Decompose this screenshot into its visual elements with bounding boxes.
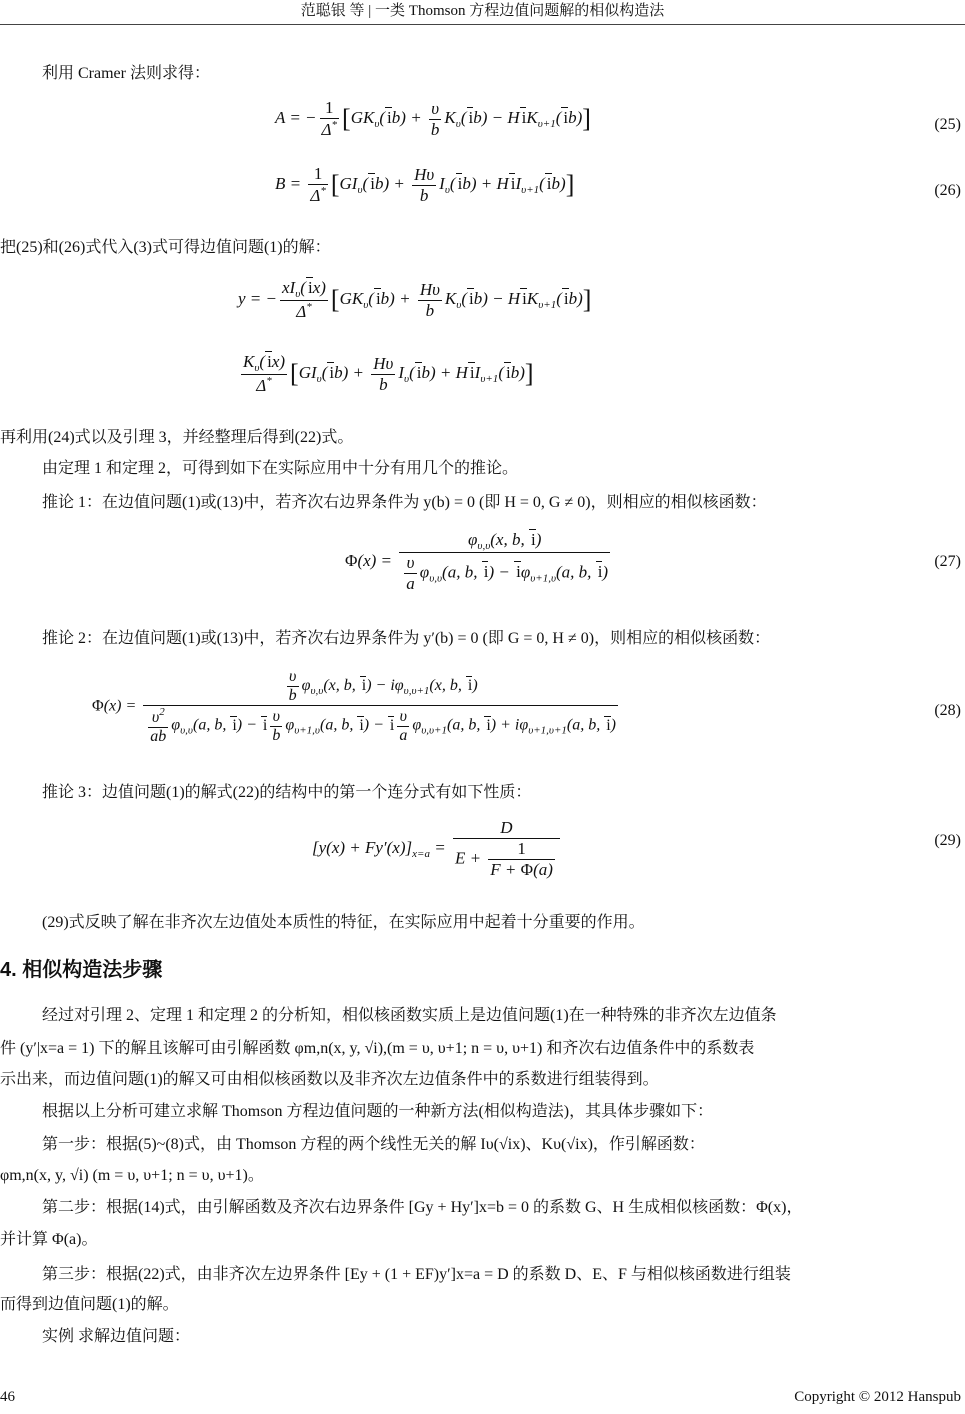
section-title: 相似构造法步骤 (22, 959, 163, 981)
page-number: 46 (0, 1389, 15, 1405)
section-heading (0, 956, 162, 984)
paragraph-theorems: 由定理 1 和定理 2，可得到如下在实际应用中十分有用几个的推论。 (42, 460, 519, 477)
paragraph-example: 实例 求解边值问题： (42, 1328, 191, 1345)
running-header: 范聪银 等 | 一类 Thomson 方程边值问题解的相似构造法 (300, 3, 665, 19)
paragraph-method: 根据以上分析可建立求解 Thomson 方程边值问题的一种新方法(相似构造法)，其具体步骤如下： (42, 1103, 714, 1120)
equation-25: A = − $\frac{1}{\Delta^*}$ [$GK_\upsilon$( ib) + $\frac{\upsilon}{b}$ $K_\upsilon$( ib) − H $iK_{\upsilon+1}$( ib)] (275, 98, 591, 139)
paragraph-eq29-note: (29)式反映了解在非齐次左边值处本质性的特征，在实际应用中起着十分重要的作用。 (42, 914, 645, 931)
equation-number-29: (29) (934, 832, 961, 849)
equation-number-26: (26) (934, 182, 961, 199)
paragraph-substitute: 把(25)和(26)式代入(3)式可得边值问题(1)的解： (0, 239, 331, 256)
equation-number-28: (28) (934, 702, 961, 719)
step-3-line-2: 而得到边值问题(1)的解。 (0, 1296, 179, 1313)
section-body-line-3: 示出来，而边值问题(1)的解又可由相似核函数以及非齐次左边值条件中的系数进行组装得到。 (0, 1071, 659, 1088)
solution-line-1: y = − $\frac{xI_\upsilon( ix)}{\Delta^*}$ [$GK_\upsilon$( ib) + $\frac{H\upsilon}{b}$ $K_\upsilon$( ib) − H $iK_{\upsilon+1}$( ib)] (238, 278, 592, 321)
header-rule (0, 24, 965, 25)
equation-number-27: (27) (934, 553, 961, 570)
step-2-line-1: 第二步：根据(14)式，由引解函数及齐次右边界条件 [Gy + Hy′]x=b = 0 的系数 G、H 生成相似核函数：Φ(x)， (42, 1199, 803, 1216)
step-3-line-1: 第三步：根据(22)式，由非齐次左边界条件 [Ey + (1 + EF)y′]x=a = D 的系数 D、E、F 与相似核函数进行组装 (42, 1266, 791, 1283)
paragraph-reuse: 再利用(24)式以及引理 3，并经整理后得到(22)式。 (0, 429, 354, 446)
equation-28: Φ(x) = $\frac{\upsilon}{b}$ $\varphi_{\upsilon,\upsilon}(x$, b, $i) - i\varphi_{\upsilon,\upsilon+1}(x$, b, i) $\frac{\upsilon^2}{ab}$ $\varphi_{\upsilon,\upsilon}(a$, b, i) − i $\frac{\upsilon}{b}$ $\varphi_{\upsilon+1,\upsilon}(a$, b, i) − i $\frac{\upsilon}{a}$ $\varphi_{\upsilon,\upsilon+1}(a$, b, $i) + i\varphi_{\upsilon+1,\upsilon+1}(a$, b, i) (92, 668, 616, 745)
corollary-1: 推论 1：在边值问题(1)或(13)中，若齐次右边界条件为 y(b) = 0 (即 H = 0, G ≠ 0)，则相应的相似核函数： (42, 494, 767, 511)
section-number: 4. (0, 959, 17, 981)
step-1-line-2: φm,n(x, y, √i) (m = υ, υ+1; n = υ, υ+1)。 (0, 1167, 264, 1184)
section-body-line-1: 经过对引理 2、定理 1 和定理 2 的分析知，相似核函数实质上是边值问题(1)在一种特殊的非齐次左边值条 (42, 1007, 777, 1024)
paragraph-cramer: 利用 Cramer 法则求得： (42, 65, 210, 82)
section-body-line-2: 件 (y′|x=a = 1) 下的解且该解可由引解函数 φm,n(x, y, √i),(m = υ, υ+1; n = υ, υ+1) 和齐次右边值条件中的系数表 (0, 1040, 755, 1057)
corollary-3: 推论 3：边值问题(1)的解式(22)的结构中的第一个连分式有如下性质： (42, 784, 532, 801)
solution-line-2: $\frac{K_\upsilon( ix)}{\Delta^*}$ [$GI_\upsilon$( ib) + $\frac{H\upsilon}{b}$ $I_\upsilon$( ib) + H $iI_{\upsilon+1}$( ib)] (243, 352, 534, 395)
copyright: Copyright © 2012 Hanspub (794, 1389, 961, 1405)
equation-27: Φ(x) = $\varphi_{\upsilon,\upsilon}(x$, b, i) $\frac{\upsilon}{a}$ $\varphi_{\upsilon,\upsilon}(a$, b, $i) - i\varphi_{\upsilon+1,\upsilon}(a$, b, i) (345, 530, 609, 593)
corollary-2: 推论 2：在边值问题(1)或(13)中，若齐次右边界条件为 y′(b) = 0 (即 G = 0, H ≠ 0)，则相应的相似核函数： (42, 630, 771, 647)
step-2-line-2: 并计算 Φ(a)。 (0, 1231, 98, 1248)
equation-number-25: (25) (934, 116, 961, 133)
equation-26: B = $\frac{1}{\Delta^*}$ [$GI_\upsilon$( ib) + $\frac{H\upsilon}{b}$ $I_\upsilon$( ib) + H $iI_{\upsilon+1}$( ib)] (275, 164, 575, 205)
equation-29: $[y(x) + Fy'(x)]_{x=a}$ = D E + $\frac{1}{F + \Phi(a)}$ (312, 818, 563, 880)
step-1-line-1: 第一步：根据(5)~(8)式，由 Thomson 方程的两个线性无关的解 Iυ(√ix)、Kυ(√ix)，作引解函数： (42, 1136, 705, 1153)
